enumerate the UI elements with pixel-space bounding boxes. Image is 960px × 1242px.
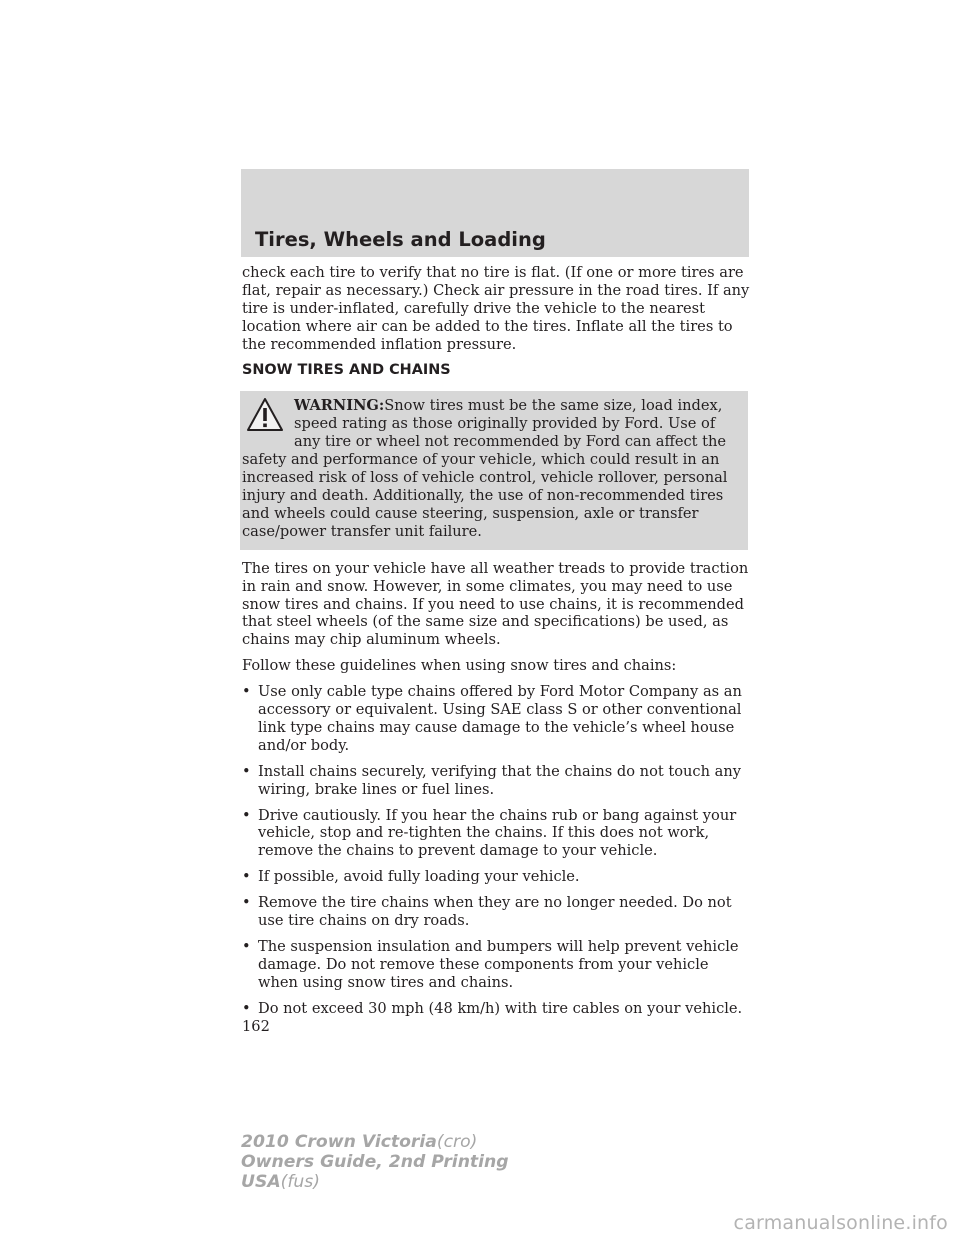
list-item-text: The suspension insulation and bumpers will help prevent vehicle damage. Do not remove these components from your vehicle when using snow tires and chains. xyxy=(258,938,739,991)
bullet-dot: • xyxy=(242,806,251,824)
warning-text: Snow tires must be the same size, load index, speed rating as those originally provided by Ford. Use of any tire or wheel not recommended by Ford can affect the safety and performance of your vehicle, which could result in an increased risk of loss of vehicle control, vehicle rollover, personal injury and death. Additionally, the use of non-recommended tires and wheels could cause steering, suspension, axle or transfer case/power transfer unit failure. xyxy=(242,397,728,540)
footer-model-name: 2010 Crown Victoria xyxy=(241,1132,437,1152)
page-number: 162 xyxy=(242,1017,270,1035)
guidelines-intro: Follow these guidelines when using snow tires and chains: xyxy=(242,657,677,675)
list-item xyxy=(242,807,752,861)
list-item-text: Remove the tire chains when they are no longer needed. Do not use tire chains on dry roads. xyxy=(258,894,732,930)
list-item xyxy=(242,938,752,992)
section-header-band xyxy=(241,169,749,257)
bullet-dot: • xyxy=(242,762,251,780)
bullet-dot: • xyxy=(242,894,251,912)
guidelines-list xyxy=(242,683,752,1018)
footer-line-model xyxy=(241,1132,509,1152)
page-content xyxy=(242,264,752,1036)
document-footer xyxy=(241,1132,509,1192)
footer-model-code: (cro) xyxy=(436,1132,478,1152)
footer-market-name: USA xyxy=(241,1172,281,1192)
list-item xyxy=(242,683,752,755)
warning-label: WARNING: xyxy=(294,397,385,415)
bullet-dot: • xyxy=(242,938,251,955)
list-item xyxy=(242,894,752,930)
list-item-text: Do not exceed 30 mph (48 km/h) with tire cables on your vehicle. xyxy=(258,999,743,1017)
footer-market-code: (fus) xyxy=(280,1172,320,1192)
section-title: Tires, Wheels and Loading xyxy=(255,228,546,251)
footer-line-market xyxy=(241,1172,509,1192)
list-item xyxy=(242,763,752,799)
list-item-text: Install chains securely, verifying that the chains do not touch any wiring, brake lines or fuel lines. xyxy=(258,762,741,798)
warning-box xyxy=(240,391,748,549)
intro-paragraph: check each tire to verify that no tire is flat. (If one or more tires are flat, repair as necessary.) Check air pressure in the road tires. If any tire is under-inflated, carefully drive the vehicle to the nearest location where air can be added to the tires. Inflate all the tires to the recommended inflation pressure. xyxy=(242,264,750,353)
watermark-text: carmanualsonline.info xyxy=(733,1212,948,1234)
list-item-text: Drive cautiously. If you hear the chains rub or bang against your vehicle, stop and re-tighten the chains. If this does not work, remove the chains to prevent damage to your vehicle. xyxy=(258,806,737,860)
list-item xyxy=(242,868,752,886)
list-item xyxy=(242,1000,752,1018)
list-item-text: Use only cable type chains offered by Ford Motor Company as an accessory or equivalent. Using SAE class S or other conventional link type chains may cause damage to the vehicle’s wheel house and/or body. xyxy=(258,683,742,754)
bullet-dot: • xyxy=(242,999,251,1017)
bullet-dot: • xyxy=(242,868,251,886)
warning-triangle-icon xyxy=(246,397,284,433)
warning-text-block xyxy=(242,397,740,540)
bullet-dot: • xyxy=(242,683,251,701)
section-heading: SNOW TIRES AND CHAINS xyxy=(242,361,451,378)
body-paragraph: The tires on your vehicle have all weather treads to provide traction in rain and snow. However, in some climates, you may need to use snow tires and chains. If you need to use chains, it is recommended that steel wheels (of the same size and specifications) be used, as chains may chip aluminum wheels. xyxy=(242,559,749,649)
list-item-text: If possible, avoid fully loading your vehicle. xyxy=(258,868,580,886)
footer-line-edition: Owners Guide, 2nd Printing xyxy=(241,1152,509,1172)
